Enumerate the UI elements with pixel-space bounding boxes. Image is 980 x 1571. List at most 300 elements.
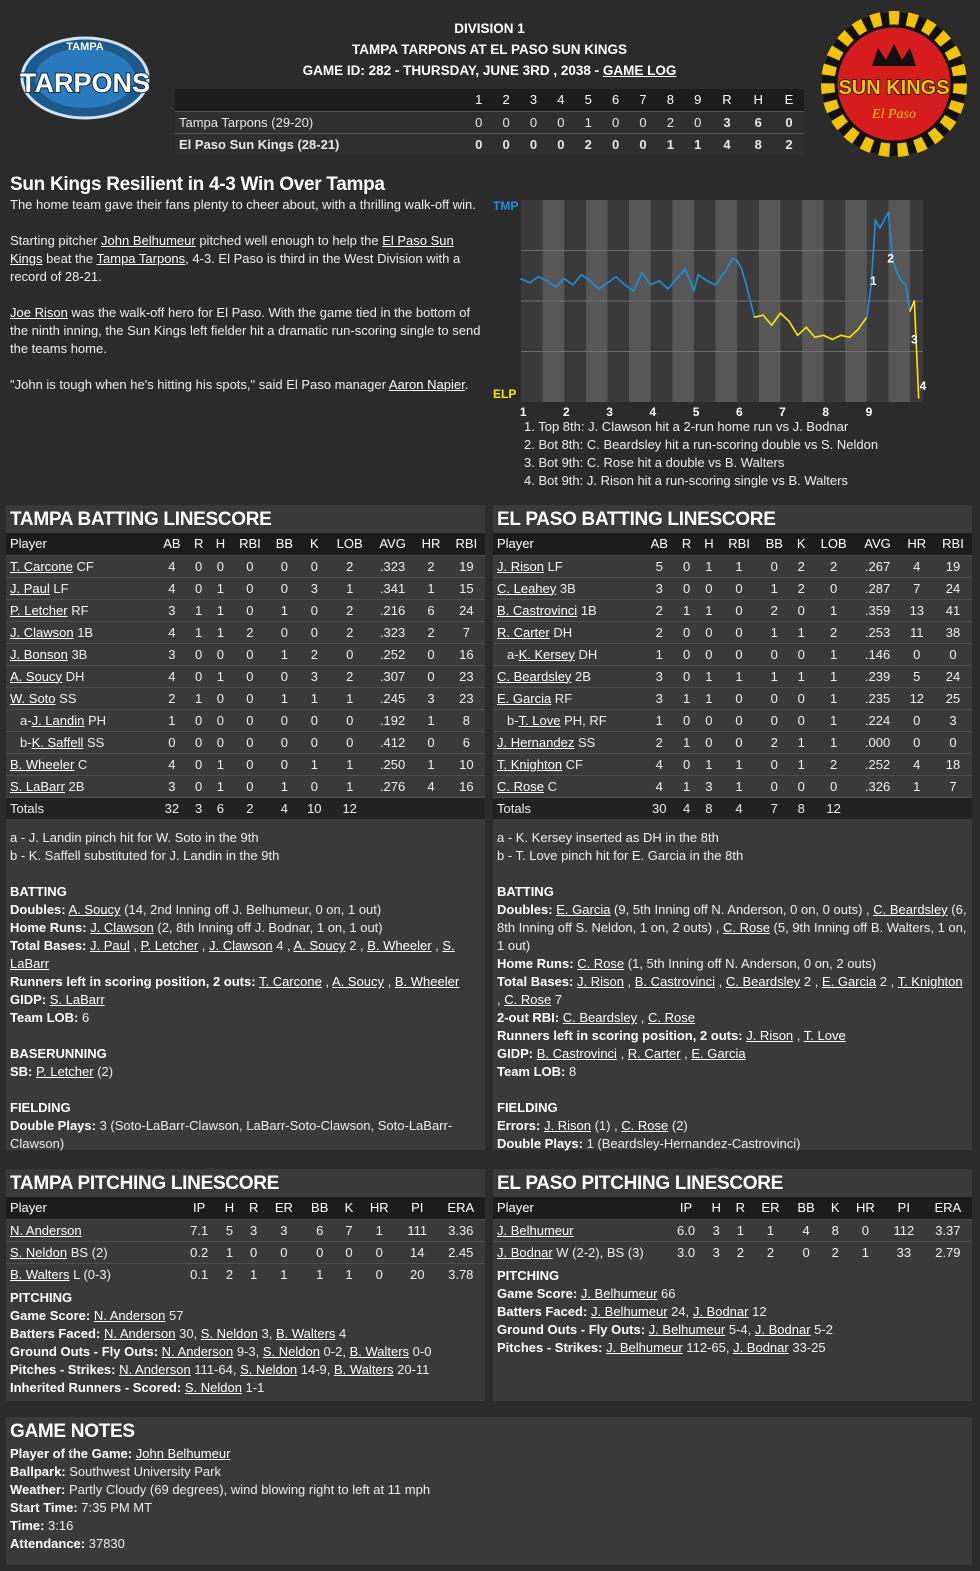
player-link[interactable]: C. Rose — [577, 956, 625, 971]
event-description: 2. Bot 8th: C. Beardsley hit a run-scoring double vs S. Neldon — [524, 437, 879, 452]
player-link[interactable]: C. Beardsley — [497, 668, 572, 684]
team-lob-value: 6 — [78, 1010, 90, 1025]
x-tick-label: 6 — [735, 405, 743, 419]
player-link[interactable]: A. Soucy — [331, 974, 384, 989]
total-cell — [855, 797, 899, 819]
sub-prefix: a- — [20, 712, 32, 728]
player-link[interactable]: T. Love — [803, 1028, 846, 1043]
stat-cell: .323 — [371, 621, 414, 643]
start-time-line — [10, 1499, 968, 1517]
stat-cell: 3 — [156, 643, 188, 665]
attendance-line — [10, 1535, 968, 1553]
elpaso-pitching-panel — [493, 1169, 972, 1401]
stat-cell: 0 — [720, 731, 758, 753]
stat-cell: 3.0 — [668, 1241, 704, 1263]
stat-cell: 1 — [791, 621, 812, 643]
linescore-col: 6 — [602, 89, 629, 111]
pitches-strikes-label: Pitches - Strikes: — [497, 1340, 603, 1355]
stat-cell: 2 — [812, 753, 856, 775]
total-cell: 12 — [812, 797, 856, 819]
player-cell — [6, 1219, 181, 1241]
player-link[interactable]: C. Rose — [648, 1010, 695, 1025]
stat-cell: 3 — [704, 1219, 728, 1241]
player-link[interactable]: N. Anderson — [10, 1222, 82, 1238]
stat-cell: 0 — [231, 643, 268, 665]
player-link[interactable]: C. Rose — [621, 1118, 669, 1133]
player-link[interactable]: S. Neldon — [200, 1326, 258, 1341]
player-link[interactable]: T. Love — [518, 712, 561, 728]
player-link[interactable]: J. Bodnar — [733, 1340, 789, 1355]
player-link[interactable]: P. Letcher — [10, 602, 68, 618]
sep: 4 , — [272, 938, 294, 953]
stat-cell: 0 — [268, 709, 300, 731]
col-header: AB — [156, 533, 188, 555]
col-header: HR — [414, 533, 448, 555]
total-bases-line — [497, 973, 968, 1009]
stat-cell: 111 — [398, 1219, 437, 1241]
linescore-cell: 0 — [492, 111, 519, 133]
player-link[interactable]: B. Walters — [275, 1326, 336, 1341]
manager-link-napier[interactable]: Aaron Napier — [388, 377, 465, 392]
player-link[interactable]: B. Wheeler — [367, 938, 432, 953]
col-header: PI — [398, 1197, 437, 1219]
sep: , — [198, 938, 209, 953]
sep: 2 , — [876, 974, 898, 989]
total-cell: Totals — [493, 797, 643, 819]
col-header: K — [337, 1197, 360, 1219]
stat-cell: 2 — [824, 1241, 847, 1263]
linescore-col: 7 — [629, 89, 656, 111]
position: SS — [574, 734, 596, 750]
col-header: ER — [266, 1197, 302, 1219]
story-text: beat the — [42, 251, 97, 266]
linescore-cell: 0 — [684, 111, 711, 133]
decision: W (2-2), BS (3) — [552, 1244, 644, 1260]
stat-cell: 2 — [752, 1241, 788, 1263]
stat-cell: 2 — [231, 621, 268, 643]
stat-cell: 0 — [720, 709, 758, 731]
stat-cell: 1 — [156, 709, 188, 731]
player-link[interactable]: J. Bodnar — [754, 1322, 811, 1337]
elpaso-pitching-notes — [493, 1263, 972, 1361]
go-fo-label: Ground Outs - Fly Outs: — [497, 1322, 646, 1337]
player-link[interactable]: J. Rison — [543, 1118, 591, 1133]
game-notes-panel — [6, 1417, 972, 1565]
total-cell: 3 — [188, 797, 210, 819]
sep: 2 , — [800, 974, 822, 989]
stat-cell: 25 — [934, 687, 972, 709]
stat-cell: 3 — [300, 577, 328, 599]
player-link[interactable]: J. Hernandez — [497, 734, 575, 750]
player-link[interactable]: C. Rose — [497, 778, 544, 794]
stat-cell: 13 — [900, 599, 934, 621]
player-link[interactable]: J. Paul — [10, 580, 50, 596]
game-log-link[interactable]: GAME LOG — [602, 63, 677, 78]
team-link-el-paso[interactable]: El Paso Sun Kings — [10, 233, 454, 266]
doubles-line — [10, 901, 481, 919]
player-cell — [493, 709, 643, 731]
player-link[interactable]: E. Garcia — [691, 1046, 746, 1061]
stat-cell: 0 — [900, 643, 934, 665]
stat-cell: 0 — [268, 731, 300, 753]
stat-cell: 0 — [231, 731, 268, 753]
stat-cell: 1 — [720, 775, 758, 797]
stat-cell: 0 — [300, 621, 328, 643]
player-link[interactable]: A. Soucy — [68, 902, 121, 917]
stat-cell: .192 — [371, 709, 414, 731]
stat-cell: 5 — [217, 1219, 241, 1241]
sep: , — [431, 938, 443, 953]
stat-cell: 0 — [934, 643, 972, 665]
event-marker: 3 — [911, 332, 918, 347]
player-link[interactable]: John Belhumeur — [135, 1446, 231, 1461]
player-link[interactable]: S. Neldon — [10, 1244, 68, 1260]
player-link[interactable]: J. Belhumeur — [590, 1304, 668, 1319]
player-link[interactable]: T. Knighton — [897, 974, 963, 989]
player-link[interactable]: C. Beardsley — [873, 902, 948, 917]
stat-cell: .250 — [371, 753, 414, 775]
linescore-cell: 2 — [774, 133, 804, 155]
player-link[interactable]: S. LaBarr — [49, 992, 105, 1007]
stat-cell: 3 — [698, 775, 720, 797]
linescore-cell: 0 — [629, 133, 656, 155]
stat-text: 66 — [657, 1286, 676, 1301]
total-cell: 4 — [268, 797, 300, 819]
pitches-strikes-line — [497, 1339, 968, 1357]
player-link[interactable]: S. LaBarr — [10, 938, 455, 971]
player-link[interactable]: J. Belhumeur — [580, 1286, 658, 1301]
stat-cell: 1 — [900, 775, 934, 797]
x-tick-label: 7 — [779, 405, 786, 419]
stat-cell: 2 — [791, 555, 812, 577]
player-link[interactable]: B. Walters — [334, 1362, 394, 1377]
stat-cell: 2.45 — [437, 1241, 485, 1263]
x-tick-label: 9 — [865, 405, 873, 419]
gidp-label: GIDP: — [497, 1046, 534, 1061]
player-link[interactable]: J. Belhumeur — [648, 1322, 726, 1337]
stat-cell: 0 — [758, 687, 790, 709]
player-link[interactable]: S. Neldon — [184, 1380, 242, 1395]
stat-cell: 2.79 — [924, 1241, 972, 1263]
win-probability-panel — [491, 173, 972, 493]
event-description: 4. Bot 9th: J. Rison hit a run-scoring single vs B. Walters — [524, 473, 848, 488]
stat-text: 0-2, — [319, 1344, 350, 1359]
player-link[interactable]: N. Anderson — [103, 1326, 176, 1341]
player-link[interactable]: B. Castrovinci — [634, 974, 715, 989]
tampa-logo-top: TAMPA — [66, 41, 104, 53]
stat-cell: 0 — [720, 643, 758, 665]
event-marker: 2 — [887, 251, 894, 266]
stat-cell: 0 — [210, 731, 232, 753]
stat-cell: .224 — [855, 709, 899, 731]
team-link-tampa[interactable]: Tampa Tarpons — [96, 251, 186, 266]
player-link[interactable]: C. Rose — [504, 992, 552, 1007]
stat-cell: 1 — [210, 577, 232, 599]
player-cell — [493, 753, 643, 775]
player-cell — [493, 665, 643, 687]
stat-cell: 1 — [675, 687, 697, 709]
player-link[interactable]: J. Rison — [576, 974, 624, 989]
player-link[interactable]: J. Clawson — [209, 938, 273, 953]
player-link[interactable]: B. Wheeler — [10, 756, 75, 772]
stat-cell: 0 — [791, 599, 812, 621]
player-link[interactable]: C. Beardsley — [562, 1010, 638, 1025]
stat-cell: 0 — [300, 775, 328, 797]
player-link[interactable]: J. Paul — [89, 938, 130, 953]
player-link[interactable]: B. Castrovinci — [536, 1046, 617, 1061]
stat-cell: 24 — [934, 665, 972, 687]
stat-cell: 1 — [643, 709, 675, 731]
weather-value: Partly Cloudy (69 degrees), wind blowing right to left at 11 mph — [65, 1482, 431, 1497]
stat-cell: .287 — [855, 577, 899, 599]
home-runs-label: Home Runs: — [10, 920, 87, 935]
table-row — [6, 731, 485, 753]
stat-cell: 38 — [934, 621, 972, 643]
stat-cell: .239 — [855, 665, 899, 687]
player-link[interactable]: S. Neldon — [240, 1362, 298, 1377]
player-link[interactable]: N. Anderson — [119, 1362, 191, 1377]
player-cell — [6, 731, 156, 753]
stat-cell: 0 — [302, 1241, 337, 1263]
stat-cell: 1 — [758, 665, 790, 687]
player-link-rison[interactable]: Joe Rison — [10, 305, 68, 320]
baserunning-heading: BASERUNNING — [10, 1046, 107, 1061]
stat-cell: 0 — [231, 709, 268, 731]
stat-cell: 0 — [758, 643, 790, 665]
player-link[interactable]: T. Carcone — [10, 558, 73, 574]
stat-cell: 16 — [448, 643, 485, 665]
stat-cell: 5 — [643, 555, 675, 577]
home-runs-line — [497, 955, 968, 973]
stat-cell: 0 — [414, 643, 448, 665]
stat-cell: 1 — [210, 753, 232, 775]
player-link[interactable]: J. Rison — [746, 1028, 794, 1043]
stat-text: (2) — [668, 1118, 688, 1133]
col-header: H — [698, 533, 720, 555]
table-row — [6, 599, 485, 621]
player-link[interactable]: P. Letcher — [140, 938, 199, 953]
position: LF — [49, 580, 69, 596]
stat-cell: 3 — [643, 665, 675, 687]
stat-cell: 1 — [210, 621, 232, 643]
player-cell — [6, 687, 156, 709]
stat-cell: 1 — [791, 665, 812, 687]
player-link[interactable]: R. Carter — [497, 624, 550, 640]
stat-cell: 1 — [720, 555, 758, 577]
elpaso-pitching-title: EL PASO PITCHING LINESCORE — [497, 1173, 784, 1194]
stat-cell: 14 — [398, 1241, 437, 1263]
stat-text: 3, — [257, 1326, 276, 1341]
stat-cell: 0 — [156, 731, 188, 753]
stat-cell: 0 — [188, 643, 210, 665]
attendance-label: Attendance: — [10, 1536, 86, 1551]
position: PH — [84, 712, 106, 728]
player-link[interactable]: J. Bodnar — [497, 1244, 553, 1260]
stat-cell: 1 — [698, 555, 720, 577]
total-cell: 8 — [791, 797, 812, 819]
stat-cell: 0 — [328, 643, 371, 665]
x-tick-label: 8 — [822, 405, 830, 419]
player-link[interactable]: B. Walters — [10, 1266, 70, 1282]
player-link[interactable]: C. Rose — [722, 920, 770, 935]
linescore-cell: 0 — [520, 111, 547, 133]
el-paso-logo-text: El Paso — [872, 107, 916, 122]
table-header — [6, 1197, 485, 1219]
player-link[interactable]: J. Clawson — [90, 920, 154, 935]
linescore-col: 3 — [520, 89, 547, 111]
stat-cell: 4 — [900, 555, 934, 577]
stat-cell: .323 — [371, 555, 414, 577]
player-link[interactable]: S. LaBarr — [10, 778, 65, 794]
player-link[interactable]: E. Garcia — [556, 902, 611, 917]
player-link[interactable]: R. Carter — [627, 1046, 681, 1061]
player-link[interactable]: J. Belhumeur — [606, 1340, 683, 1355]
tampa-logo-text: TARPONS — [19, 68, 151, 98]
win-probability-chart — [491, 173, 972, 493]
player-link[interactable]: C. Leahey — [497, 580, 557, 596]
player-link[interactable]: W. Soto — [10, 690, 56, 706]
doubles-line — [497, 901, 968, 955]
table-row — [6, 687, 485, 709]
player-link[interactable]: B. Walters — [349, 1344, 410, 1359]
stat-cell: 1 — [812, 599, 856, 621]
position: SS — [83, 734, 105, 750]
stat-cell: 0 — [242, 1241, 266, 1263]
player-link[interactable]: J. Landin — [31, 712, 85, 728]
player-link[interactable]: J. Rison — [497, 558, 544, 574]
position: 1B — [577, 602, 597, 618]
stat-cell: 4 — [789, 1219, 824, 1241]
stat-cell: 0 — [268, 555, 300, 577]
stat-cell: 0 — [188, 665, 210, 687]
stat-cell: 3 — [156, 775, 188, 797]
go-fo-line — [10, 1343, 481, 1361]
totals-row — [493, 797, 972, 819]
col-header: H — [704, 1197, 728, 1219]
player-link[interactable]: A. Soucy — [10, 668, 63, 684]
stat-cell: 0 — [268, 577, 300, 599]
position: 1B — [73, 624, 94, 640]
table-row — [493, 687, 972, 709]
player-cell — [493, 1219, 668, 1241]
stat-cell: 10 — [448, 753, 485, 775]
player-link[interactable]: J. Belhumeur — [497, 1222, 574, 1238]
player-link[interactable]: A. Soucy — [293, 938, 346, 953]
stat-cell: 2 — [414, 555, 448, 577]
stat-cell: 4 — [156, 665, 188, 687]
position: 3B — [67, 646, 88, 662]
sb-line — [10, 1063, 481, 1081]
batters-faced-line — [10, 1325, 481, 1343]
player-link[interactable]: E. Garcia — [821, 974, 877, 989]
table-row — [6, 665, 485, 687]
linescore-row — [175, 111, 804, 133]
stat-cell: 0 — [414, 665, 448, 687]
player-link[interactable]: N. Anderson — [93, 1308, 166, 1323]
stat-cell: 1 — [812, 709, 856, 731]
stat-cell: 4 — [643, 775, 675, 797]
start-time-value: 7:35 PM MT — [77, 1500, 153, 1515]
player-link[interactable]: K. Saffell — [31, 734, 84, 750]
col-header: AB — [643, 533, 675, 555]
stat-cell: 1 — [847, 1241, 884, 1263]
linescore-cell: 6 — [743, 111, 774, 133]
player-link[interactable]: B. Castrovinci — [497, 602, 578, 618]
col-header: H — [210, 533, 232, 555]
col-header: BB — [268, 533, 300, 555]
table-row — [6, 1241, 485, 1263]
stat-cell: 3 — [266, 1219, 302, 1241]
stat-cell: 2 — [156, 687, 188, 709]
stat-cell: .341 — [371, 577, 414, 599]
stat-cell: 5 — [900, 665, 934, 687]
stat-text: (2) — [93, 1064, 114, 1079]
linescore-cell: 0 — [492, 133, 519, 155]
player-cell — [6, 643, 156, 665]
player-link[interactable]: K. Kersey — [518, 646, 575, 662]
col-header: K — [300, 533, 328, 555]
stat-cell: 24 — [448, 599, 485, 621]
player-cell — [6, 621, 156, 643]
player-link[interactable]: B. Wheeler — [394, 974, 460, 989]
stat-cell: 8 — [824, 1219, 847, 1241]
el-paso-sun-kings-logo — [820, 10, 968, 158]
stat-cell: 2 — [328, 665, 371, 687]
stat-cell: 18 — [934, 753, 972, 775]
col-header: IP — [668, 1197, 704, 1219]
sep: , — [321, 974, 332, 989]
stat-cell: 1 — [302, 1263, 337, 1285]
player-link[interactable]: C. Beardsley — [725, 974, 801, 989]
player-link[interactable]: J. Clawson — [10, 624, 74, 640]
player-link[interactable]: P. Letcher — [36, 1064, 94, 1079]
stat-text: (1) , — [590, 1118, 622, 1133]
player-link-belhumeur[interactable]: John Belhumeur — [101, 233, 196, 248]
player-link[interactable]: J. Bonson — [10, 646, 68, 662]
stat-cell: 1 — [210, 599, 232, 621]
event-description: 1. Top 8th: J. Clawson hit a 2-run home run vs J. Bodnar — [524, 419, 849, 434]
stat-text: 111-64, — [190, 1362, 241, 1377]
player-link[interactable]: E. Garcia — [497, 690, 552, 706]
stat-cell: 0 — [698, 731, 720, 753]
player-link[interactable]: N. Anderson — [161, 1344, 234, 1359]
player-link[interactable]: S. Neldon — [262, 1344, 320, 1359]
col-header: LOB — [328, 533, 371, 555]
game-time-value: 3:16 — [44, 1518, 74, 1533]
linescore-col: E — [774, 89, 804, 111]
player-link[interactable]: T. Knighton — [497, 756, 563, 772]
total-bases-line — [10, 937, 481, 973]
col-header: IP — [181, 1197, 217, 1219]
story-text: "John is tough when he's hitting his spots," said El Paso manager — [10, 377, 389, 392]
stat-cell: 1 — [752, 1219, 788, 1241]
stat-cell: .235 — [855, 687, 899, 709]
player-link[interactable]: T. Carcone — [258, 974, 322, 989]
stat-cell: 0 — [361, 1241, 398, 1263]
stat-cell: 0 — [720, 577, 758, 599]
stat-text: 5-2 — [810, 1322, 833, 1337]
stat-cell: 1 — [675, 731, 697, 753]
player-link[interactable]: J. Bodnar — [692, 1304, 749, 1319]
stat-cell: 0 — [300, 709, 328, 731]
stat-cell: 0 — [414, 731, 448, 753]
errors-line — [497, 1117, 968, 1135]
stat-cell: 1 — [188, 687, 210, 709]
player-cell — [6, 599, 156, 621]
game-story — [6, 173, 485, 443]
tampa-batting-table — [6, 533, 485, 819]
stat-cell: .000 — [855, 731, 899, 753]
